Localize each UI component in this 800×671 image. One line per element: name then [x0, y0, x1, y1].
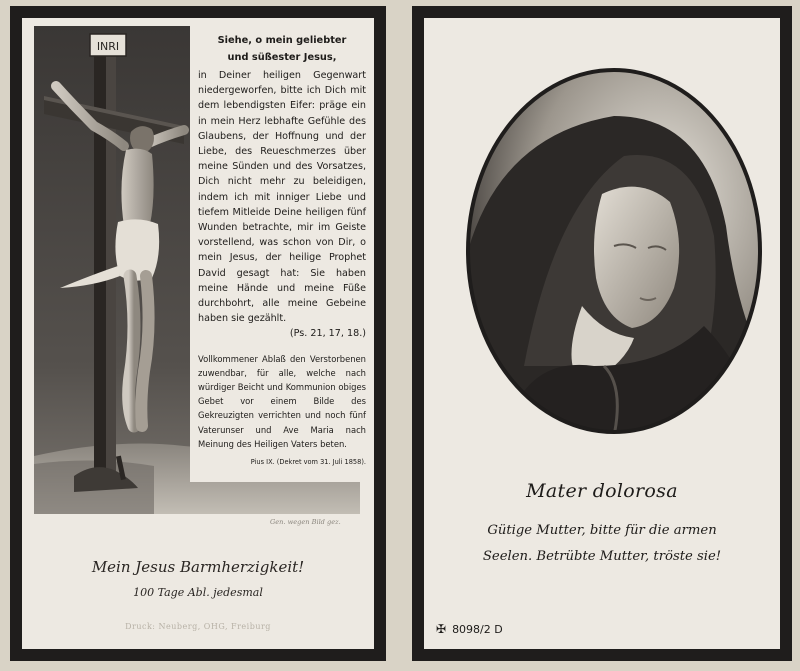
- madonna-portrait: [464, 66, 764, 436]
- inri-text: INRI: [96, 40, 120, 53]
- indulgence-text: Vollkommener Ablaß den Verstorbenen zuwendbar, für alle, welche nach würdiger Beicht und Kommunion obiges Gebet vor einem Bilde des Gekreuzigten verrichten und noch fünf Vaterunser und Ave Maria nach Meinung des Heiligen Vaters beten.: [198, 353, 366, 449]
- right-card-paper: [424, 18, 780, 649]
- prayer-body-text: in Deiner heiligen Gegenwart niedergeworfen, bitte ich Dich mit dem lebendigsten Eifer: präge ein in mein Herz lebhafte Gefühle des Glaubens, der Hoffnung und der Liebe, des Reueschmerzes über meine Sünden und des Vorsatzes, Dich nicht mehr zu beleidigen, indem ich mit inniger Liebe und tiefem Mitleide Deine heiligen fünf Wunden betrachte, mir im Geiste vorstellend, was schon von Dir, o mein Jesus, der heilige Prophet David gesagt hat: Sie haben meine Hände und meine Füße durchbohrt, alle meine Gebeine haben sie gezählt.: [198, 70, 366, 325]
- printer-imprint: Druck: Neuberg, OHG, Freiburg: [125, 622, 271, 631]
- plea-line1: Gütige Mutter, bitte für die armen: [487, 523, 717, 538]
- prayer-body: [198, 68, 366, 342]
- prayer-title: [198, 32, 366, 66]
- left-card-paper: [22, 18, 374, 649]
- right-card: [412, 6, 792, 661]
- cross-icon: ✠: [436, 622, 447, 636]
- catalog-number: 8098/2 D: [452, 622, 503, 636]
- indulgence-days: 100 Tage Abl. jedesmal: [133, 586, 263, 599]
- prayer-title-line1: Siehe, o mein geliebter: [217, 35, 347, 46]
- artist-note: Gen. wegen Bild gez.: [270, 518, 341, 526]
- plea-text: [424, 518, 780, 570]
- prayer-text-box: [190, 26, 372, 482]
- inri-sign: [90, 34, 126, 56]
- motto-text: Mein Jesus Barmherzigkeit!: [91, 558, 305, 576]
- decree-text: Pius IX. (Dekret vom 31. Juli 1858).: [250, 458, 366, 467]
- crucifix-image: [34, 26, 366, 514]
- mater-dolorosa-illustration: [464, 66, 764, 436]
- prayer-title-line2: und süßester Jesus,: [227, 52, 337, 63]
- left-card: [10, 6, 386, 661]
- psalm-reference: (Ps. 21, 17, 18.): [289, 328, 366, 340]
- card-title: Mater dolorosa: [526, 480, 678, 502]
- plea-line2: Seelen. Betrübte Mutter, tröste sie!: [482, 549, 722, 564]
- catalog-code: [436, 622, 503, 636]
